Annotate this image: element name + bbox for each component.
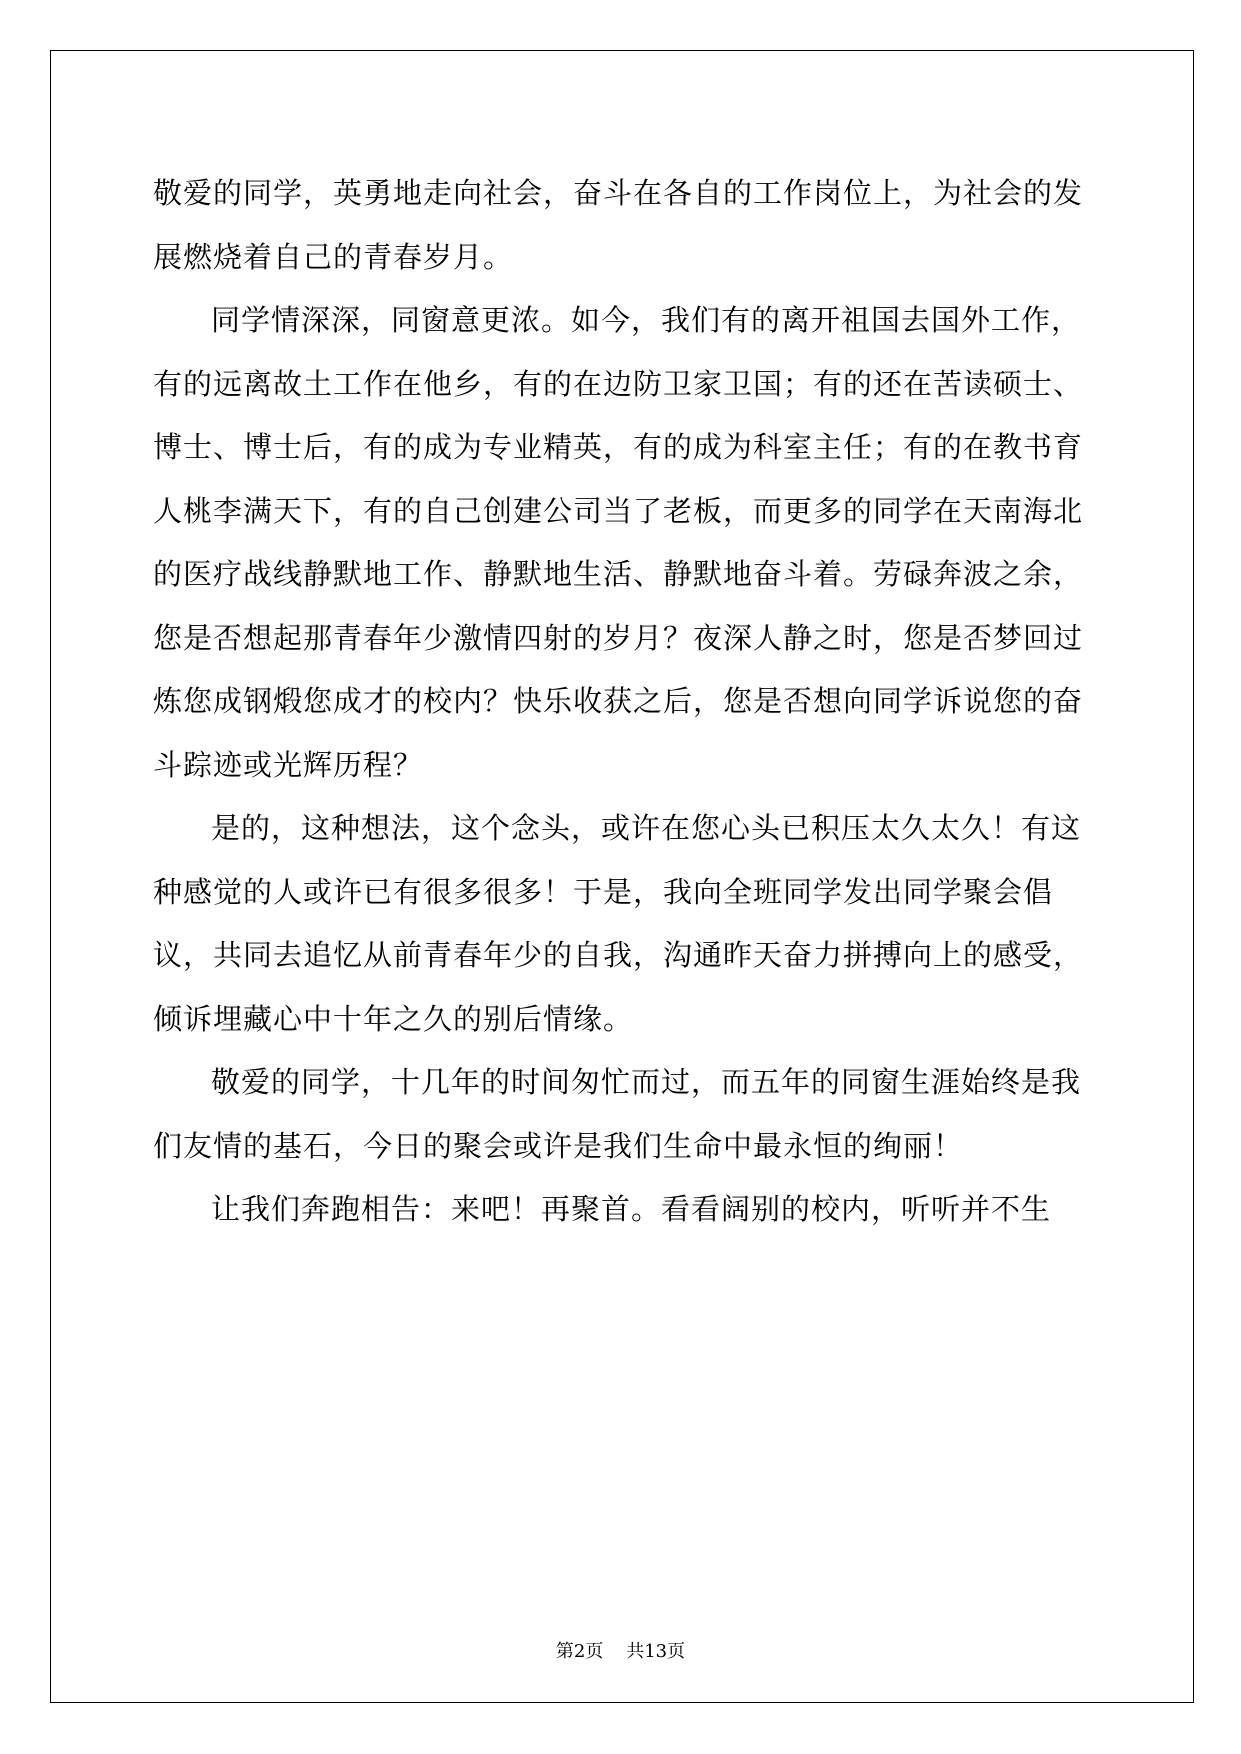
paragraph-1: 敬爱的同学，英勇地走向社会，奋斗在各自的工作岗位上，为社会的发展燃烧着自己的青春岁月。	[153, 176, 1084, 274]
page-total: 共13页	[626, 1641, 686, 1662]
document-body	[153, 162, 1093, 1242]
paragraph-3: 是的，这种想法，这个念头，或许在您心头已积压太久太久！有这种感觉的人或许已有很多很多！于是，我向全班同学发出同学聚会倡议，共同去追忆从前青春年少的自我，沟通昨天奋力拼搏向上的感受，倾诉埋藏心中十年之久的别后情缘。	[153, 811, 1084, 1036]
paragraph-4: 敬爱的同学，十几年的时间匆忙而过，而五年的同窗生涯始终是我们友情的基石，今日的聚会或许是我们生命中最永恒的绚丽！	[153, 1065, 1082, 1163]
page-number: 第2页	[555, 1641, 604, 1662]
paragraph-5: 让我们奔跑相告：来吧！再聚首。看看阔别的校内，听听并不生	[211, 1192, 1052, 1226]
paragraph-2: 同学情深深，同窗意更浓。如今，我们有的离开祖国去国外工作，有的远离故土工作在他乡，有的在边防卫家卫国；有的还在苦读硕士、博士、博士后，有的成为专业精英，有的成为科室主任；有的在教书育人桃李满天下，有的自己创建公司当了老板，而更多的同学在天南海北的医疗战线静默地工作、静默地生活、静默地奋斗着。劳碌奔波之余，您是否想起那青春年少激情四射的岁月？夜深人静之时，您是否梦回过炼您成钢煅您成才的校内？快乐收获之后，您是否想向同学诉说您的奋斗踪迹或光辉历程？	[153, 303, 1084, 782]
page-footer	[0, 1637, 1241, 1663]
